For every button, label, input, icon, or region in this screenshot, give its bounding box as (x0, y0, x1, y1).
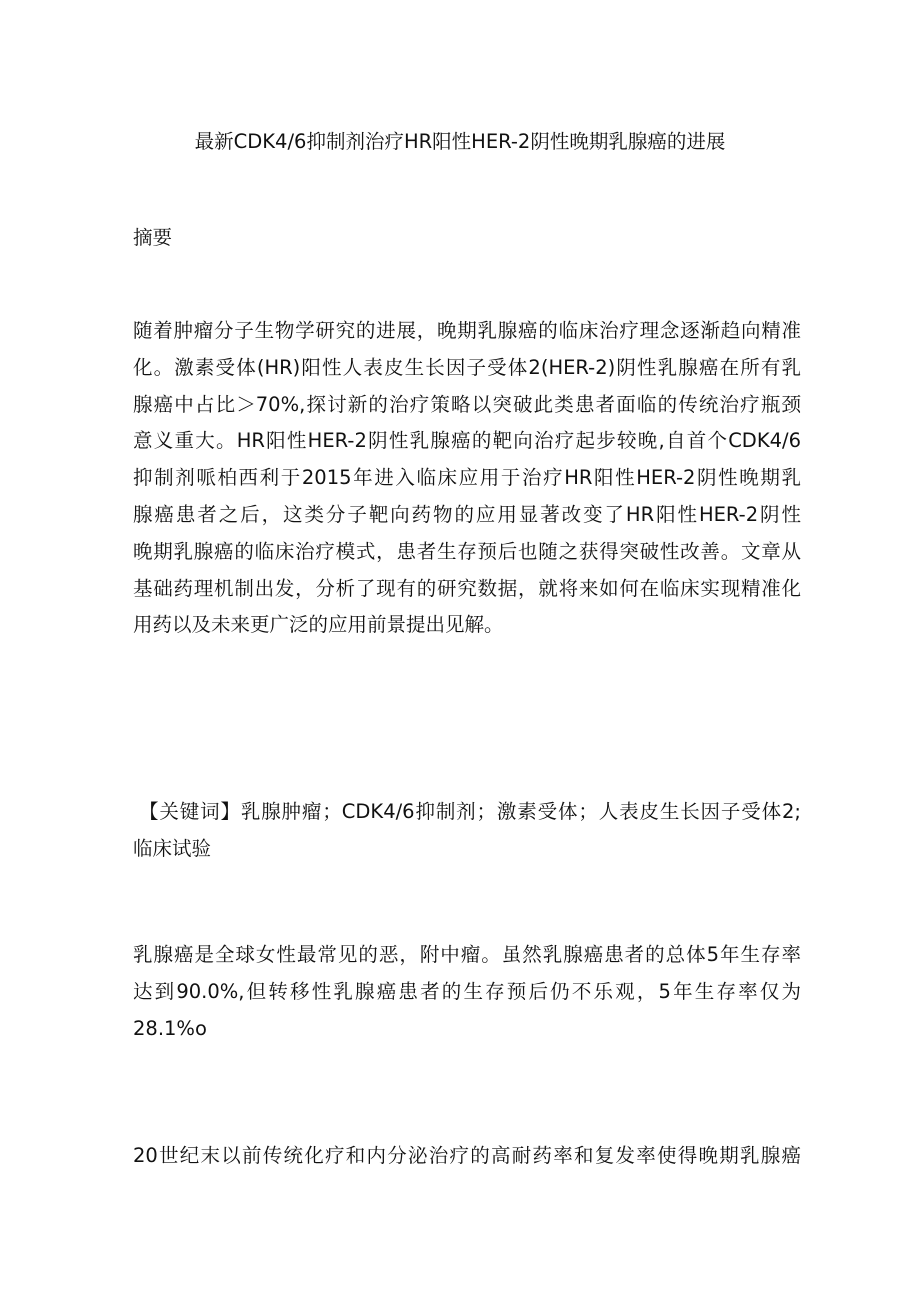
keywords-line: 临床试验 (133, 836, 212, 860)
body-line: 20世纪末以前传统化疗和内分泌治疗的高耐药率和复发率使得晚期乳腺癌 (133, 1144, 801, 1167)
body-paragraph-1 (133, 937, 801, 1047)
abstract-heading: 摘要 (133, 226, 173, 249)
body-paragraph-2 (133, 1138, 801, 1175)
body-line: 28.1%o (133, 1016, 207, 1040)
keywords-line: 【关键词】乳腺肿瘤；CDK4/6抑制剂；激素受体；人表皮生长因子受体2; (139, 800, 801, 823)
body-line: 乳腺癌是全球女性最常见的恶，附中瘤。虽然乳腺癌患者的总体5年生存率 (133, 943, 801, 966)
abstract-line: 化。激素受体(HR)阳性人表皮生长因子受体2(HER-2)阴性乳腺癌在所有乳 (133, 355, 801, 379)
body-line: 达到90.0%,但转移性乳腺癌患者的生存预后仍不乐观，5年生存率仅为 (133, 979, 801, 1003)
document-title: 最新CDK4/6抑制剂治疗HR阳性HER-2阴性晚期乳腺癌的进展 (194, 130, 726, 153)
abstract-line: 晚期乳腺癌的临床治疗模式，患者生存预后也随之获得突破性改善。文章从 (133, 539, 801, 563)
abstract-line: 腺癌患者之后，这类分子靶向药物的应用显著改变了HR阳性HER-2阴性 (133, 502, 801, 526)
abstract-line: 随着肿瘤分子生物学研究的进展，晚期乳腺癌的临床治疗理念逐渐趋向精准 (133, 319, 801, 342)
abstract-line: 意义重大。HR阳性HER-2阴性乳腺癌的靶向治疗起步较晚,自首个CDK4/6 (133, 429, 801, 453)
keywords-paragraph (133, 794, 801, 868)
abstract-line: 用药以及未来更广泛的应用前景提出见解。 (133, 613, 504, 637)
abstract-line: 腺癌中占比＞70%,探讨新的治疗策略以突破此类患者面临的传统治疗瓶颈 (133, 392, 801, 416)
abstract-line: 基础药理机制出发，分析了现有的研究数据，就将来如何在临床实现精准化 (133, 576, 801, 600)
abstract-paragraph (133, 313, 801, 644)
abstract-line: 抑制剂哌柏西利于2015年进入临床应用于治疗HR阳性HER-2阴性晚期乳 (133, 466, 801, 490)
